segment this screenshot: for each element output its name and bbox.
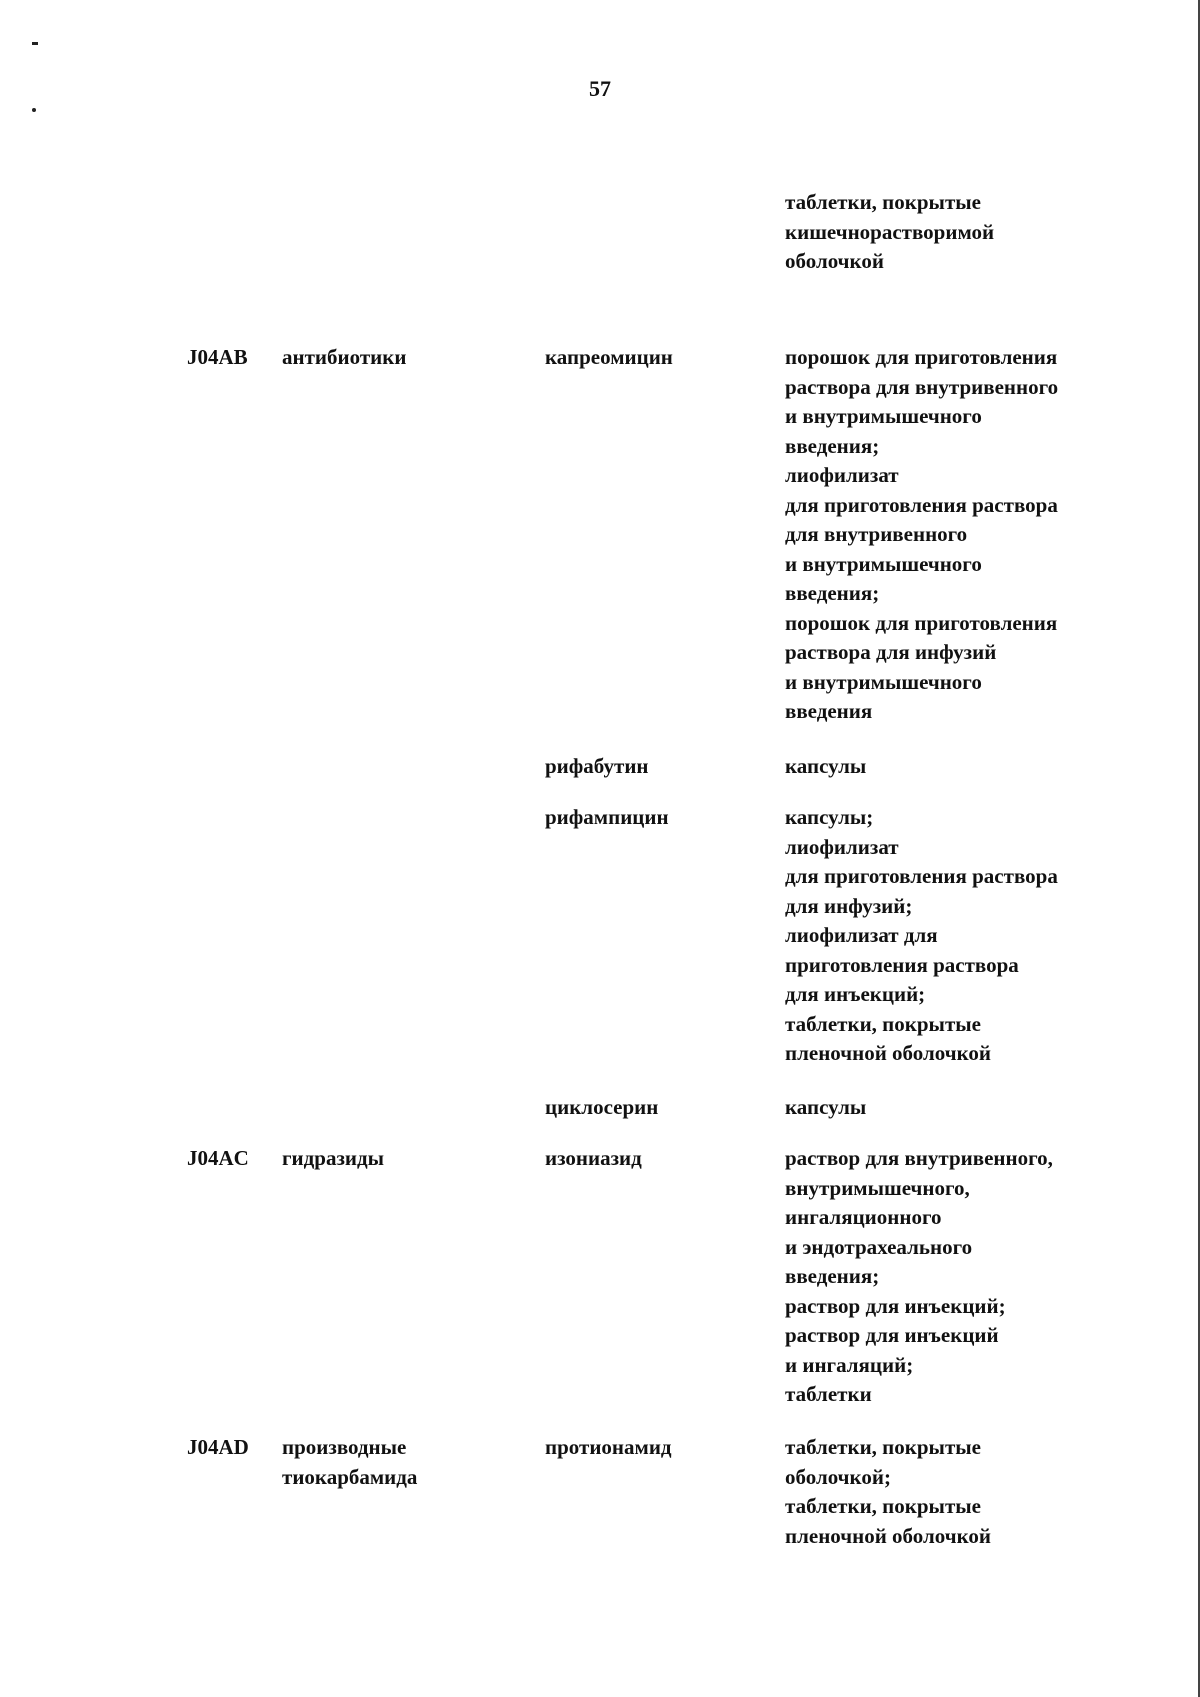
atc-group-line: производные xyxy=(282,1435,407,1459)
drug-name: циклосерин xyxy=(545,1095,659,1119)
page-number: 57 xyxy=(589,76,611,101)
drug-name: рифабутин xyxy=(545,754,649,778)
dosage-form-line: порошок для приготовления xyxy=(785,345,1058,369)
dosage-form-line: раствора для инфузий xyxy=(785,640,997,664)
dosage-form-line: для инъекций; xyxy=(785,982,926,1006)
dosage-form-line: введения; xyxy=(785,433,880,458)
dosage-form-line: раствор для инъекций; xyxy=(785,1293,1006,1318)
dosage-form-line: и эндотрахеального xyxy=(785,1234,973,1259)
dosage-form-line: для внутривенного xyxy=(785,522,968,546)
atc-code: J04AC xyxy=(187,1146,249,1170)
atc-code: J04AD xyxy=(187,1435,249,1459)
dosage-form-line: кишечнорастворимой xyxy=(785,219,995,244)
dosage-form-line: введения; xyxy=(785,581,880,605)
drug-name: рифампицин xyxy=(545,805,669,829)
dosage-form-line: лиофилизат xyxy=(785,834,899,859)
dosage-form-line: и внутримышечного xyxy=(785,404,982,428)
dosage-form-line: лиофилизат xyxy=(785,463,899,487)
atc-group xyxy=(282,1144,384,1174)
dosage-form-line: порошок для приготовления xyxy=(785,610,1058,635)
dosage-form-line: лиофилизат для xyxy=(785,923,938,947)
dosage-form-line: оболочкой xyxy=(785,249,884,273)
dosage-form-line: раствор для инъекций xyxy=(785,1323,999,1347)
dosage-forms xyxy=(785,1144,1053,1410)
dosage-forms xyxy=(785,1093,866,1123)
dosage-forms xyxy=(785,1433,991,1551)
scan-mark-top xyxy=(32,42,38,45)
dosage-form-line: ингаляционного xyxy=(785,1205,942,1229)
dosage-form-line: таблетки, покрытые xyxy=(785,1435,981,1459)
dosage-form-line: для приготовления раствора xyxy=(785,492,1058,517)
dosage-form-line: капсулы; xyxy=(785,805,874,829)
atc-group-line: гидразиды xyxy=(282,1146,384,1170)
dosage-form-line: пленочной оболочкой xyxy=(785,1041,992,1065)
dosage-form-line: введения xyxy=(785,699,873,723)
dosage-forms xyxy=(785,188,994,277)
dosage-form-line: таблетки, покрытые xyxy=(785,1011,981,1036)
drug-name: изониазид xyxy=(545,1146,642,1170)
atc-group xyxy=(282,1433,417,1492)
dosage-forms xyxy=(785,343,1058,727)
dosage-form-line: таблетки, покрытые xyxy=(785,190,981,214)
atc-code: J04AB xyxy=(187,345,248,369)
dosage-forms xyxy=(785,752,866,782)
drug-name: капреомицин xyxy=(545,345,673,369)
dosage-form-line: таблетки, покрытые xyxy=(785,1494,981,1518)
atc-group-line: тиокарбамида xyxy=(282,1464,418,1489)
dosage-form-line: и внутримышечного xyxy=(785,551,982,576)
dosage-form-line: раствора для внутривенного xyxy=(785,374,1059,399)
dosage-form-line: для инфузий; xyxy=(785,893,913,918)
atc-group xyxy=(282,343,406,373)
atc-group-line: антибиотики xyxy=(282,345,407,369)
drug-name: протионамид xyxy=(545,1435,672,1459)
dosage-form-line: оболочкой; xyxy=(785,1464,891,1489)
dosage-form-line: и внутримышечного xyxy=(785,669,982,694)
dosage-form-line: таблетки xyxy=(785,1382,872,1406)
dosage-form-line: капсулы xyxy=(785,1095,867,1119)
scan-mark-small xyxy=(32,108,36,112)
dosage-form-line: капсулы xyxy=(785,754,867,778)
dosage-form-line: для приготовления раствора xyxy=(785,864,1058,888)
dosage-form-line: внутримышечного, xyxy=(785,1175,970,1200)
dosage-forms xyxy=(785,803,1058,1069)
dosage-form-line: введения; xyxy=(785,1264,880,1288)
dosage-form-line: пленочной оболочкой xyxy=(785,1523,992,1548)
dosage-form-line: и ингаляций; xyxy=(785,1352,914,1377)
dosage-form-line: приготовления раствора xyxy=(785,952,1019,977)
dosage-form-line: раствор для внутривенного, xyxy=(785,1146,1053,1170)
